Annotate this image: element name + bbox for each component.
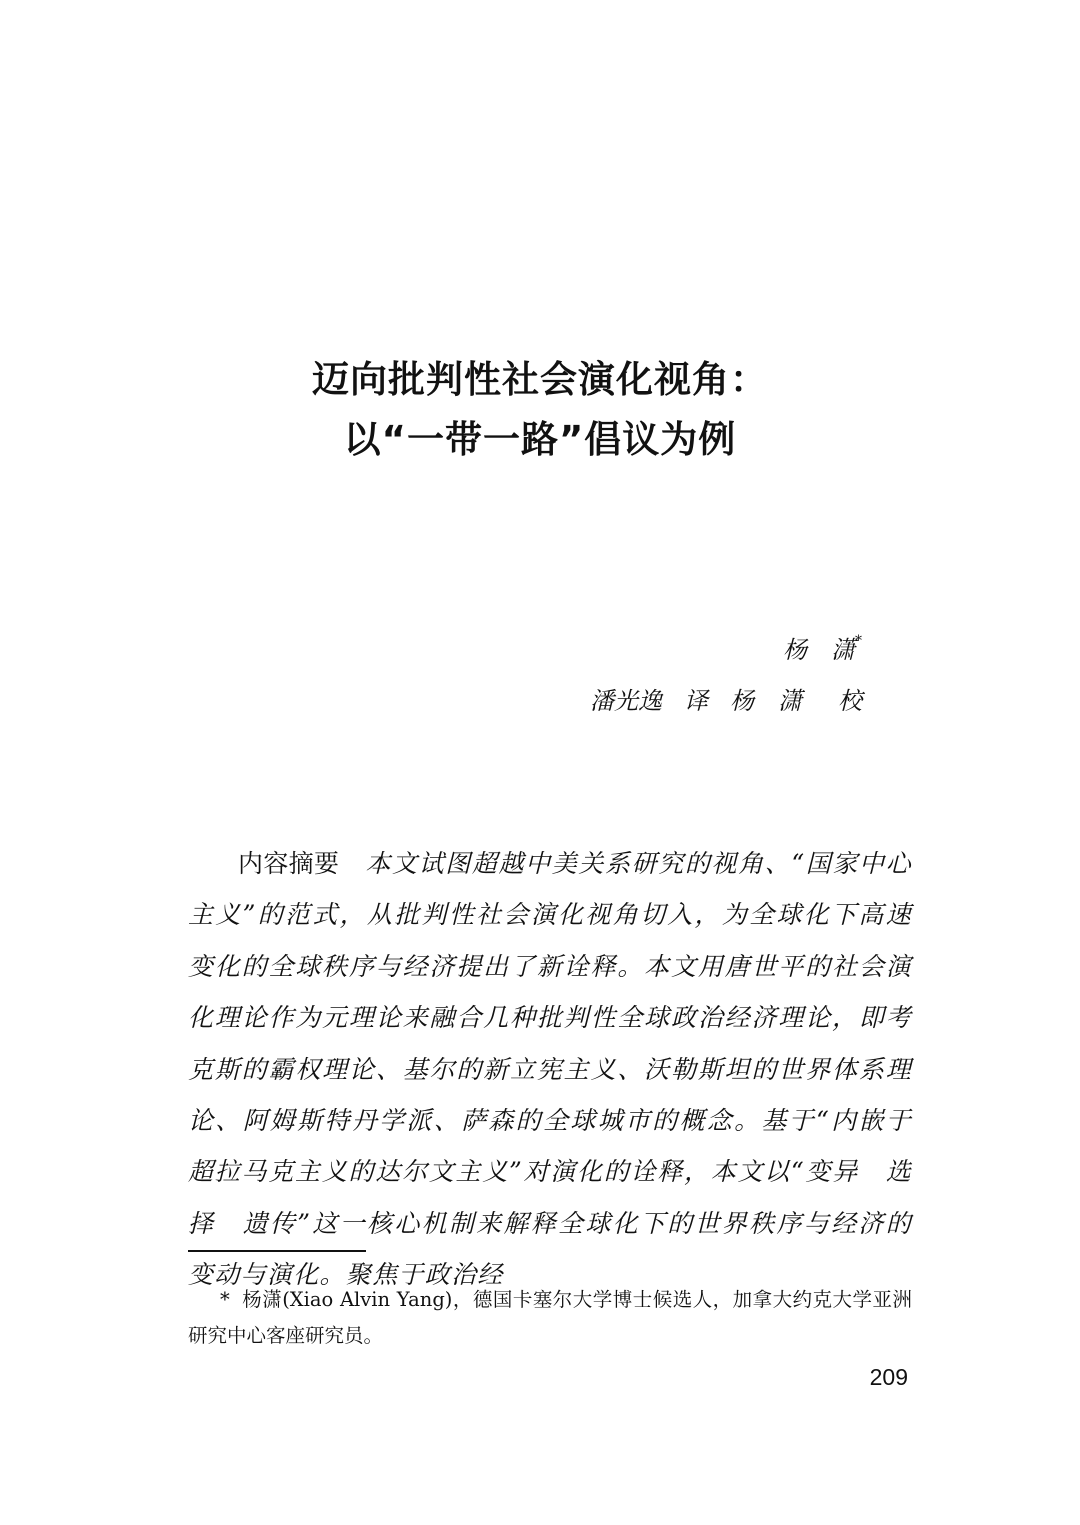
translator-name: 潘光逸 xyxy=(590,687,662,715)
footnote-text: 杨潇(Xiao Alvin Yang)，德国卡塞尔大学博士候选人，加拿大约克大学亚洲研究中心客座研究员。 xyxy=(188,1288,912,1347)
footnote-mark: * xyxy=(220,1288,230,1311)
footnote xyxy=(188,1282,912,1354)
translation-credits xyxy=(590,689,862,713)
author-line xyxy=(783,633,862,664)
author-name: 杨 潇 xyxy=(783,636,855,664)
reviser-name: 杨 潇 xyxy=(730,687,802,715)
page-number: 209 xyxy=(869,1364,908,1390)
article-title-line-1: 迈向批判性社会演化视角： xyxy=(312,358,768,401)
abstract-paragraph xyxy=(188,838,912,1301)
article-title-line-2: 以“一带一路”倡议为例 xyxy=(343,418,737,461)
abstract-label: 内容摘要 xyxy=(238,849,340,878)
footnote-separator xyxy=(188,1250,366,1252)
reviser-role: 校 xyxy=(838,687,862,715)
translator-role: 译 xyxy=(684,687,708,715)
author-footnote-mark: * xyxy=(855,633,862,649)
abstract-text: 本文试图超越中美关系研究的视角、“国家中心主义”的范式，从批判性社会演化视角切入，为全球化下高速变化的全球秩序与经济提出了新诠释。本文用唐世平的社会演化理论作为元理论来融合几种批判性全球政治经济理论，即考克斯的霸权理论、基尔的新立宪主义、沃勒斯坦的世界体系理论、阿姆斯特丹学派、萨森的全球城市的概念。基于“内嵌于超拉马克主义的达尔文主义”对演化的诠释，本文以“变异 选择 遗传”这一核心机制来解释全球化下的世界秩序与经济的变动与演化。聚焦于政治经 xyxy=(188,849,912,1290)
